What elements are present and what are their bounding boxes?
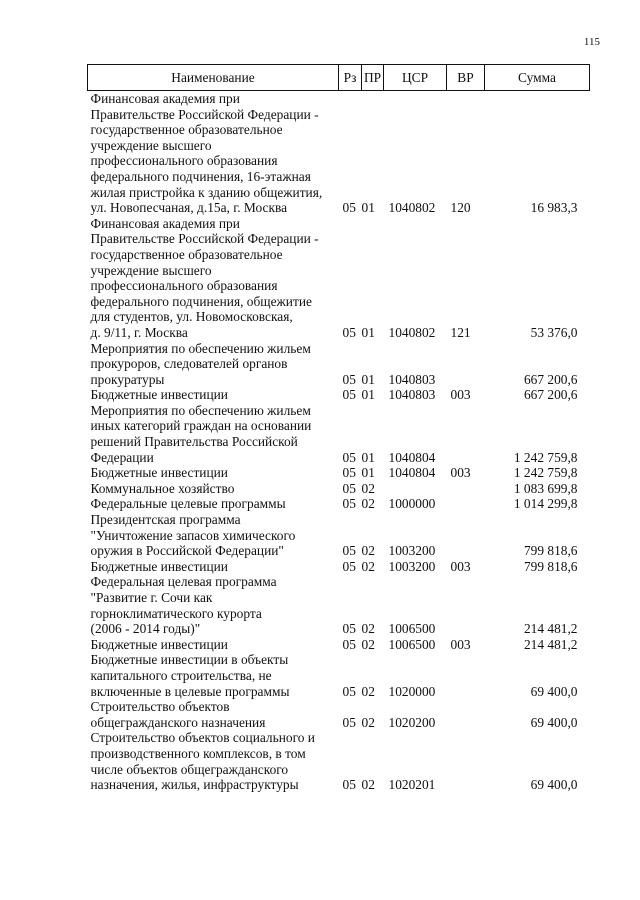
- cell-csr: 1003200: [388, 558, 436, 574]
- cell-pr: 02: [361, 714, 375, 730]
- row-name: [88, 91, 339, 216]
- row-name-line: ул. Новопесчаная, д.15а, г. Москва: [90, 200, 288, 216]
- row-name-line: Финансовая академия при: [90, 215, 240, 231]
- cell-pr: 01: [361, 449, 375, 465]
- cell-rz: 05: [342, 480, 356, 496]
- row-name-line: учреждение высшего: [90, 262, 212, 278]
- cell-csr: 1003200: [388, 543, 436, 559]
- row-name-line: учреждение высшего: [90, 137, 212, 153]
- table-row: [88, 637, 590, 653]
- row-name-line: для студентов, ул. Новомосковская,: [90, 309, 293, 325]
- cell-pr: 02: [361, 543, 375, 559]
- cell-csr: 1040804: [388, 449, 436, 465]
- cell-csr: 1020201: [388, 777, 436, 793]
- row-name-line: Мероприятия по обеспечению жильем: [90, 340, 311, 356]
- row-name-line: Федеральные целевые программы: [90, 496, 286, 512]
- cell-pr: 01: [361, 387, 375, 403]
- row-name-line: государственное образовательное: [90, 246, 283, 262]
- cell-sum: 799 818,6: [523, 543, 578, 559]
- row-name: [88, 512, 339, 559]
- row-name: [88, 652, 339, 699]
- row-name-line: Федеральная целевая программа: [90, 574, 277, 590]
- row-name-line: оружия в Российской Федерации": [90, 543, 284, 559]
- cell-csr: 1040804: [388, 465, 436, 481]
- row-name: [88, 341, 339, 388]
- row-name-line: Мероприятия по обеспечению жильем: [90, 402, 311, 418]
- cell-sum: 667 200,6: [523, 387, 578, 403]
- row-name-line: Бюджетные инвестиции: [90, 387, 228, 403]
- cell-vr: [447, 574, 485, 636]
- table-header: [88, 65, 590, 91]
- row-name-line: назначения, жилья, инфраструктуры: [90, 777, 299, 793]
- cell-rz: 05: [342, 200, 356, 216]
- row-name-line: Бюджетные инвестиции: [90, 465, 228, 481]
- cell-pr: 02: [361, 480, 375, 496]
- cell-pr: 02: [361, 636, 375, 652]
- cell-pr: 02: [361, 777, 375, 793]
- cell-csr: 1006500: [388, 621, 436, 637]
- table-row: [88, 91, 590, 216]
- table-row: [88, 512, 590, 559]
- row-name-line: государственное образовательное: [90, 122, 283, 138]
- cell-sum: 799 818,6: [523, 558, 578, 574]
- cell-csr: 1006500: [388, 636, 436, 652]
- cell-vr: 121: [450, 324, 471, 340]
- cell-csr: 1020000: [388, 683, 436, 699]
- cell-vr: [447, 699, 485, 730]
- row-name: [88, 699, 339, 730]
- cell-csr: 1020200: [388, 714, 436, 730]
- table-row: [88, 216, 590, 341]
- header-name: Наименование: [88, 65, 339, 91]
- cell-vr: [447, 403, 485, 465]
- cell-rz: 05: [342, 714, 356, 730]
- cell-sum: 69 400,0: [530, 777, 578, 793]
- row-name-line: Финансовая академия при: [90, 91, 240, 106]
- cell-rz: 05: [342, 496, 356, 512]
- cell-sum: 1 242 759,8: [513, 465, 578, 481]
- table-row: [88, 652, 590, 699]
- cell-sum: 1 083 699,8: [513, 480, 578, 496]
- cell-vr: [447, 341, 485, 388]
- cell-rz: 05: [342, 636, 356, 652]
- row-name-line: д. 9/11, г. Москва: [90, 324, 188, 340]
- row-name-line: федерального подчинения, 16-этажная: [90, 168, 311, 184]
- cell-sum: 1 242 759,8: [513, 449, 578, 465]
- row-name: [88, 387, 339, 403]
- row-name: [88, 559, 339, 575]
- row-name-line: капитального строительства, не: [90, 667, 272, 683]
- cell-pr: 01: [361, 465, 375, 481]
- cell-rz: 05: [342, 683, 356, 699]
- cell-csr: 1040802: [388, 200, 436, 216]
- row-name-line: прокуратуры: [90, 371, 165, 387]
- header-vr: ВР: [447, 65, 485, 91]
- cell-csr: 1000000: [388, 496, 436, 512]
- cell-csr: 1040802: [388, 324, 436, 340]
- table-row: [88, 387, 590, 403]
- row-name-line: Бюджетные инвестиции: [90, 558, 228, 574]
- row-name-line: профессионального образования: [90, 153, 278, 169]
- header-pr: ПР: [362, 65, 384, 91]
- cell-vr: [447, 512, 485, 559]
- row-name-line: "Развитие г. Сочи как: [90, 590, 213, 605]
- cell-vr: 003: [450, 636, 471, 652]
- row-name-line: решений Правительства Российской: [90, 434, 298, 450]
- table-row: [88, 465, 590, 481]
- table-row: [88, 699, 590, 730]
- cell-csr: 1040803: [388, 371, 436, 387]
- cell-vr: 120: [450, 200, 471, 216]
- cell-pr: 01: [361, 324, 375, 340]
- row-name: [88, 465, 339, 481]
- cell-pr: 02: [361, 558, 375, 574]
- budget-table: [87, 64, 590, 793]
- row-name-line: "Уничтожение запасов химического: [90, 527, 296, 543]
- row-name-line: Строительство объектов: [90, 699, 230, 715]
- row-name-line: профессионального образования: [90, 278, 278, 294]
- cell-vr: [447, 496, 485, 512]
- cell-vr: [447, 481, 485, 497]
- row-name-line: Федерации: [90, 449, 154, 465]
- cell-vr: 003: [450, 558, 471, 574]
- cell-sum: 214 481,2: [523, 636, 578, 652]
- row-name-line: Бюджетные инвестиции: [90, 636, 228, 652]
- table-row: [88, 481, 590, 497]
- cell-pr: 02: [361, 621, 375, 637]
- cell-vr: 003: [450, 387, 471, 403]
- cell-vr: 003: [450, 465, 471, 481]
- row-name: [88, 730, 339, 792]
- cell-rz: 05: [342, 543, 356, 559]
- cell-rz: 05: [342, 449, 356, 465]
- cell-rz: 05: [342, 371, 356, 387]
- table-row: [88, 559, 590, 575]
- cell-sum: 69 400,0: [530, 714, 578, 730]
- row-name: [88, 574, 339, 636]
- row-name-line: Коммунальное хозяйство: [90, 480, 235, 496]
- row-name: [88, 216, 339, 341]
- cell-sum: 667 200,6: [523, 371, 578, 387]
- row-name-line: горноклиматического курорта: [90, 605, 262, 621]
- cell-sum: 53 376,0: [530, 324, 578, 340]
- cell-csr: 1040803: [388, 387, 436, 403]
- table-row: [88, 730, 590, 792]
- cell-csr: [384, 481, 447, 497]
- row-name-line: Строительство объектов социального и: [90, 730, 315, 746]
- row-name-line: прокуроров, следователей органов: [90, 356, 288, 372]
- row-name-line: производственного комплексов, в том: [90, 745, 306, 761]
- row-name-line: жилая пристройка к зданию общежития,: [90, 184, 323, 200]
- row-name: [88, 403, 339, 465]
- cell-sum: 214 481,2: [523, 621, 578, 637]
- cell-pr: 02: [361, 683, 375, 699]
- row-name-line: Правительстве Российской Федерации -: [90, 106, 319, 122]
- row-name: [88, 496, 339, 512]
- cell-rz: 05: [342, 558, 356, 574]
- row-name-line: включенные в целевые программы: [90, 683, 290, 699]
- row-name: [88, 637, 339, 653]
- row-name-line: числе объектов общегражданского: [90, 761, 289, 777]
- cell-sum: 16 983,3: [530, 200, 578, 216]
- cell-sum: 1 014 299,8: [513, 496, 578, 512]
- page-number: 115: [583, 36, 600, 48]
- cell-rz: 05: [342, 324, 356, 340]
- row-name-line: общегражданского назначения: [90, 714, 266, 730]
- cell-pr: 02: [361, 496, 375, 512]
- row-name-line: (2006 - 2014 годы)": [90, 621, 201, 637]
- cell-sum: 69 400,0: [530, 683, 578, 699]
- header-rz: Рз: [339, 65, 362, 91]
- cell-rz: 05: [342, 621, 356, 637]
- row-name: [88, 481, 339, 497]
- cell-rz: 05: [342, 387, 356, 403]
- row-name-line: иных категорий граждан на основании: [90, 418, 312, 434]
- row-name-line: Бюджетные инвестиции в объекты: [90, 652, 289, 668]
- table-body: [88, 91, 590, 793]
- row-name-line: федерального подчинения, общежитие: [90, 293, 312, 309]
- cell-rz: 05: [342, 777, 356, 793]
- cell-pr: 01: [361, 371, 375, 387]
- row-name-line: Правительстве Российской Федерации -: [90, 231, 319, 247]
- header-sum: Сумма: [485, 65, 590, 91]
- table-row: [88, 403, 590, 465]
- table-row: [88, 341, 590, 388]
- cell-vr: [447, 730, 485, 792]
- table-row: [88, 574, 590, 636]
- cell-pr: 01: [361, 200, 375, 216]
- cell-vr: [447, 652, 485, 699]
- row-name-line: Президентская программа: [90, 512, 241, 528]
- cell-rz: 05: [342, 465, 356, 481]
- table-row: [88, 496, 590, 512]
- header-csr: ЦСР: [384, 65, 447, 91]
